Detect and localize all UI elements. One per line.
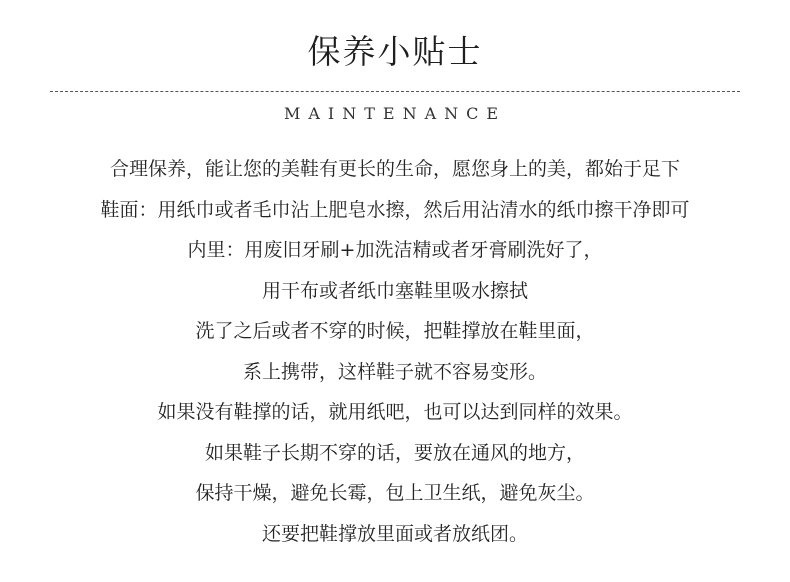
maintenance-tips xyxy=(0,153,790,558)
tip-line: 用干布或者纸巾塞鞋里吸水擦拭 xyxy=(261,279,528,302)
dashed-divider xyxy=(50,91,740,92)
page-title: 保养小贴士 xyxy=(307,32,483,71)
tip-line: 内里：用废旧牙刷+加洗洁精或者牙膏刷洗好了， xyxy=(187,239,603,261)
tip-line: 如果没有鞋撑的话，就用纸吧，也可以达到同样的效果。 xyxy=(157,401,633,423)
tip-line: 系上携带，这样鞋子就不容易变形。 xyxy=(242,360,547,383)
tip-line: 保持干燥，避免长霉，包上卫生纸，避免灰尘。 xyxy=(195,482,595,504)
tip-line: 如果鞋子长期不穿的话，要放在通风的地方， xyxy=(204,441,585,464)
tip-line: 鞋面：用纸巾或者毛巾沾上肥皂水擦，然后用沾清水的纸巾擦干净即可 xyxy=(100,198,690,221)
tip-line: 还要把鞋撑放里面或者放纸团。 xyxy=(261,522,528,545)
section-subtitle: MAINTENANCE xyxy=(283,104,507,123)
tip-line: 洗了之后或者不穿的时候，把鞋撑放在鞋里面， xyxy=(195,320,595,342)
tip-line: 合理保养，能让您的美鞋有更长的生命，愿您身上的美，都始于足下 xyxy=(109,158,680,180)
